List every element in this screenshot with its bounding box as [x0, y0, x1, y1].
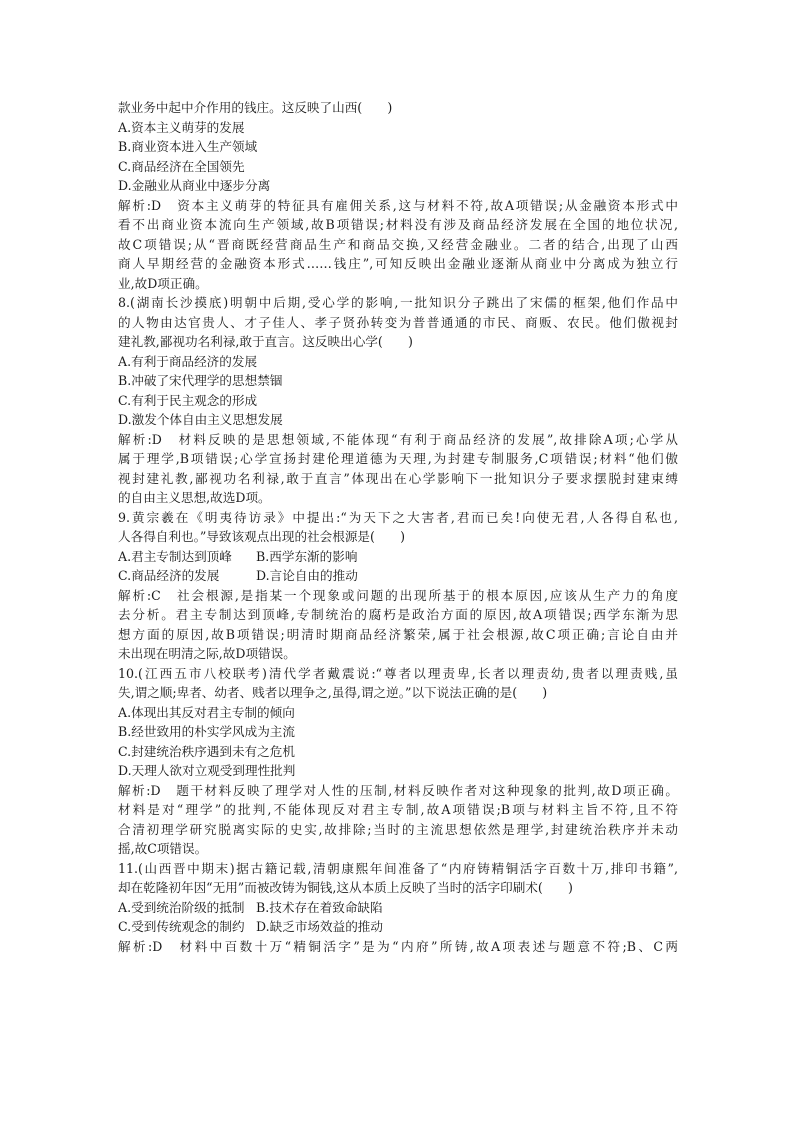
text-line: 人各得自利也。”导致该观点出现的社会根源是( )	[118, 529, 406, 544]
text-line: 款业务中起中介作用的钱庄。这反映了山西( )	[118, 100, 393, 115]
text-line: 合清初理学研究脱离实际的史实,故排除;当时的主流思想依然是理学,封建统治秩序并未动	[118, 821, 678, 837]
text-line: 摇,故C项错误。	[118, 841, 208, 856]
option-text: C.受到传统观念的制约	[118, 919, 245, 934]
text-line: B.商业资本进入生产领域	[118, 139, 258, 154]
text-line: 解析:D 材料反映的是思想领域,不能体现“有利于商品经济的发展”,故排除A项;心学从	[118, 431, 678, 447]
text-line: D.天理人欲对立观受到理性批判	[118, 763, 296, 778]
text-line: B.经世致用的朴实学风成为主流	[118, 724, 295, 739]
text-line: 10.(江西五市八校联考)清代学者戴震说:“尊者以理责卑,长者以理责幼,贵者以理责贱,虽	[118, 665, 678, 681]
option-text: D.缺乏市场效益的推动	[256, 919, 383, 934]
text-line: 8.(湖南长沙摸底)明朝中后期,受心学的影响,一批知识分子跳出了宋儒的框架,他们作品中	[118, 295, 678, 310]
option-text: B.西学东渐的影响	[256, 548, 358, 564]
option-pair-line	[118, 917, 678, 937]
option-text: C.商品经济的发展	[118, 568, 220, 583]
option-text: D.言论自由的推动	[256, 568, 358, 583]
text-line: 的人物由达官贵人、才子佳人、孝子贤孙转变为普普通通的市民、商贩、农民。他们傲视封	[118, 314, 678, 330]
option-text: B.技术存在着致命缺陷	[256, 899, 383, 915]
text-line: 属于理学,B项错误;心学宣扬封建伦理道德为天理,为封建专制服务,C项错误;材料“他们傲	[118, 451, 678, 466]
text-line: A.有利于商品经济的发展	[118, 353, 258, 369]
text-line: 业,故D项正确。	[118, 275, 208, 291]
text-line: 失,谓之顺;卑者、幼者、贱者以理争之,虽得,谓之逆。”以下说法正确的是( )	[118, 685, 548, 700]
text-line: 视封建礼教,鄙视功名利禄,敢于直言”体现出在心学影响下一批知识分子要求摆脱封建束缚	[118, 470, 678, 486]
text-line: 11.(山西晋中期末)据古籍记载,清朝康熙年间准备了“内府铸精铜活字百数十万,排印书籍”,	[118, 860, 678, 876]
document-page	[118, 98, 678, 956]
text-line: C.商品经济在全国领先	[118, 158, 245, 174]
text-line: 解析:D 材料中百数十万“精铜活字”是为“内府”所铸,故A项表述与题意不符;B、C两	[118, 938, 678, 954]
text-line: C.封建统治秩序遇到未有之危机	[118, 743, 295, 759]
text-line: 解析:C 社会根源,是指某一个现象或问题的出现所基于的根本原因,应该从生产力的角度	[118, 587, 678, 603]
text-line: A.体现出其反对君主专制的倾向	[118, 704, 295, 720]
text-line: 未出现在明清之际,故D项错误。	[118, 646, 296, 661]
text-line: C.有利于民主观念的形成	[118, 392, 258, 408]
text-line: 9.黄宗羲在《明夷待访录》中提出:“为天下之大害者,君而已矣!向使无君,人各得自私也,	[118, 509, 678, 525]
text-line: 解析:D 题干材料反映了理学对人性的压制,材料反映作者对这种现象的批判,故D项正确。	[118, 782, 678, 798]
text-line: 看不出商业资本流向生产领域,故B项错误;材料没有涉及商品经济发展在全国的地位状况,	[118, 217, 678, 232]
option-pair-line	[118, 566, 678, 586]
text-line: 建礼教,鄙视功名利禄,敢于直言。这反映出心学( )	[118, 334, 413, 349]
text-line: 想方面的原因,故B项错误;明清时期商品经济繁荣,属于社会根源,故C项正确;言论自由并	[118, 626, 678, 642]
text-line: 解析:D 资本主义萌芽的特征具有雇佣关系,这与材料不符,故A项错误;从金融资本形式中	[118, 197, 678, 213]
text-line: D.激发个体自由主义思想发展	[118, 412, 283, 427]
option-pair-line	[118, 547, 678, 567]
text-line: 商人早期经营的金融资本形式……钱庄”,可知反映出金融业逐渐从商业中分离成为独立行	[118, 256, 678, 271]
option-pair-line	[118, 898, 678, 918]
text-line: B.冲破了宋代理学的思想禁锢	[118, 373, 283, 388]
text-line: 的自由主义思想,故选D项。	[118, 490, 271, 505]
text-line: 故C项错误;从“晋商既经营商品生产和商品交换,又经营金融业。二者的结合,出现了山西	[118, 236, 678, 252]
text-line: 却在乾隆初年因“无用”而被改铸为铜钱,这从本质上反映了当时的活字印刷术( )	[118, 880, 573, 895]
option-text: A.受到统治阶级的抵制	[118, 899, 245, 915]
text-line: D.金融业从商业中逐步分离	[118, 178, 271, 193]
text-line: 去分析。君主专制达到顶峰,专制统治的腐朽是政治方面的原因,故A项错误;西学东渐为思	[118, 607, 678, 622]
text-line: 材料是对“理学”的批判,不能体现反对君主专制,故A项错误;B项与材料主旨不符,且不符	[118, 802, 678, 817]
text-line: A.资本主义萌芽的发展	[118, 119, 245, 135]
option-text: A.君主专制达到顶峰	[118, 548, 232, 564]
